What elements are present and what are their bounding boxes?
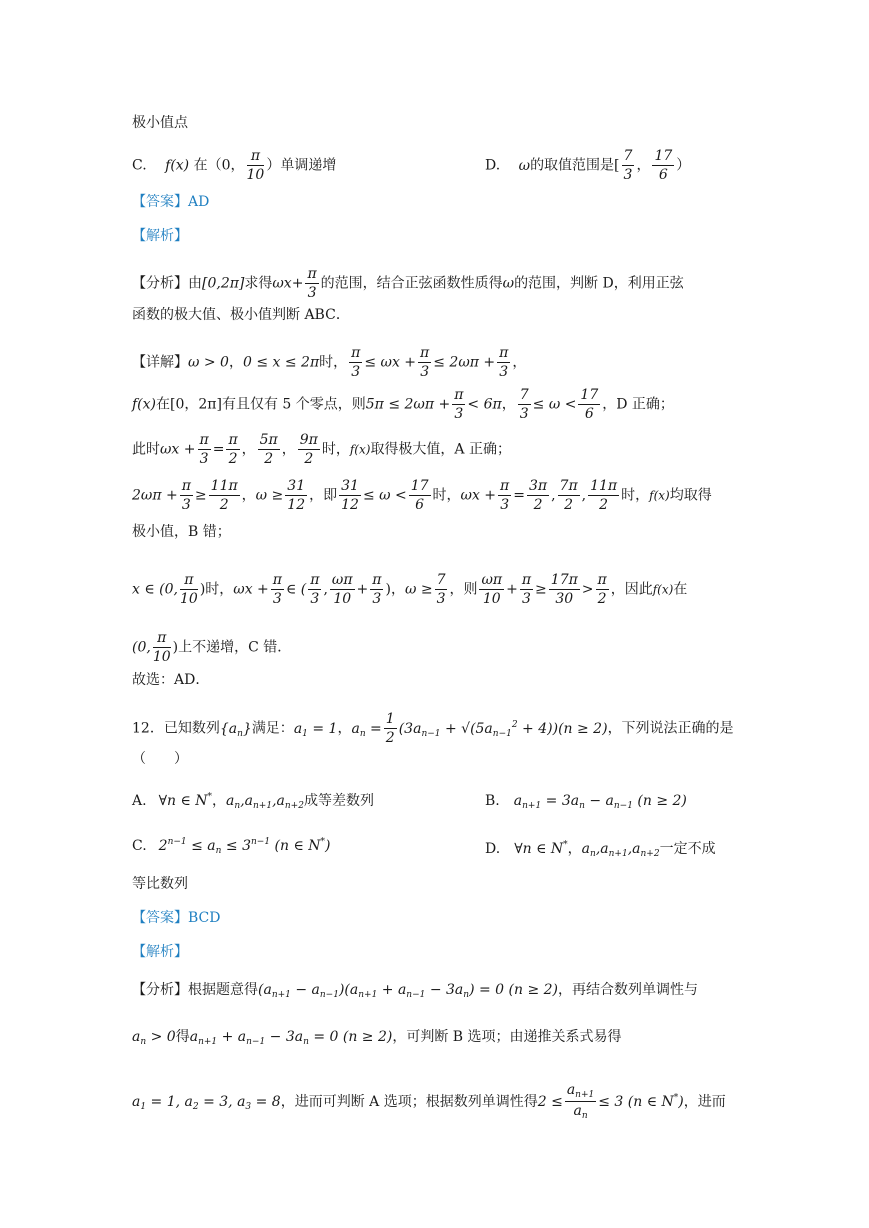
- analysis-text: 【分析】根据题意得$(a_{n+1} - a_{n-1})(a_{n+1} + a_{n-1} - 3a_n) = 0$ (n ≥ 2)，再结合数列单调性与: [132, 982, 698, 1000]
- option-b: B. $a_{n+1} = 3a_n - a_{n-1}$ (n ≥ 2): [485, 793, 687, 811]
- analysis-text: 函数的极大值、极小值判断 ABC．: [132, 307, 350, 323]
- option-d-cont: 等比数列: [132, 876, 188, 892]
- option-c: C. f(x) 在（0， $\frac{\pi}{10}$ ）单调递增: [132, 148, 337, 184]
- question-12-paren: （ ）: [132, 751, 188, 767]
- analysis-text: $a_n > 0$得$a_{n+1} + a_{n-1} - 3a_n = 0$ (n ≥ 2)，可判断 B 选项；由递推关系式易得: [132, 1029, 622, 1047]
- answer-label: 【答案】BCD: [132, 910, 221, 926]
- option-c-12: C. $2^{n-1} \le a_n \le 3^{n-1}$ (n ∈ N*): [132, 837, 331, 856]
- analysis-text: $a_1 = 1$, $a_2 = 3$, $a_3 = 8$，进而可判断 A 选项；根据数列单调性得2 ≤ $\frac{a_{n+1}}{a_n}$ ≤ 3 (n ∈ N*)，进而: [132, 1082, 726, 1122]
- detail-text: 此时ωx + $\frac{\pi}{3}$ = $\frac{\pi}{2}$ ， $\frac{5\pi}{2}$ ， $\frac{9\pi}{2}$ 时，f(x)取得极大值，A 正确；: [132, 432, 511, 468]
- detail-text: x ∈ (0, $\frac{\pi}{10}$ )时，ωx + $\frac{\pi}{3}$ ∈ ( $\frac{\pi}{3}$ , $\frac{\omega\pi}{10}$ + $\frac{\pi}{3}$ )，ω ≥ $\frac{7}{3}$ ，则 $\frac{\omega\pi}{10}$ + $\frac{\pi}{3}$ ≥ $\frac{17\pi}{30}$ > $\frac{\pi}{2}$ ，因此f(x)在: [132, 572, 688, 608]
- option-a: A. ∀n ∈ N*，$a_n,a_{n+1},a_{n+2}$成等差数列: [132, 792, 374, 811]
- answer-label: 【答案】AD: [132, 194, 210, 210]
- detail-text: 【详解】ω > 0，0 ≤ x ≤ 2π时， $\frac{\pi}{3}$ ≤ ωx + $\frac{\pi}{3}$ ≤ 2ωπ + $\frac{\pi}{3}$ ，: [132, 345, 527, 381]
- detail-text: (0, $\frac{\pi}{10}$ )上不递增，C 错．: [132, 630, 292, 666]
- option-d-12: D. ∀n ∈ N*，$a_n,a_{n+1},a_{n+2}$一定不成: [485, 840, 716, 859]
- detail-text: 故选：AD．: [132, 672, 210, 688]
- analysis-label: 【解析】: [132, 944, 188, 960]
- text-line: 极小值点: [132, 115, 188, 131]
- detail-text: 极小值，B 错；: [132, 524, 231, 540]
- analysis-text: 【分析】由[0,2π]求得ωx+ $\frac{\pi}{3}$ 的范围，结合正弦函数性质得ω的范围，判断 D，利用正弦: [132, 266, 684, 302]
- analysis-label: 【解析】: [132, 228, 188, 244]
- detail-text: 2ωπ + $\frac{\pi}{3}$ ≥ $\frac{11\pi}{2}$ ，ω ≥ $\frac{31}{12}$ ，即 $\frac{31}{12}$ ≤ ω < $\frac{17}{6}$ 时，ωx + $\frac{\pi}{3}$ = $\frac{3\pi}{2}$ , $\frac{7\pi}{2}$ , $\frac{11\pi}{2}$ 时，f(x)均取得: [132, 478, 712, 514]
- option-d: D. ω的取值范围是[ $\frac{7}{3}$ ， $\frac{17}{6}$ ）: [485, 148, 691, 184]
- detail-text: f(x)在[0，2π]有且仅有 5 个零点，则5π ≤ 2ωπ + $\frac{\pi}{3}$ < 6π， $\frac{7}{3}$ ≤ ω < $\frac{17}{6}$ ，D 正确；: [132, 387, 674, 423]
- question-12: 12．已知数列$\{a_n\}$满足：$a_1 = 1$，$a_n$ = $\frac{1}{2}$ $(3a_{n-1} + √(5a_{n-1}^2 + 4))(n \ge 2)$，下列说法正确的是: [132, 711, 734, 747]
